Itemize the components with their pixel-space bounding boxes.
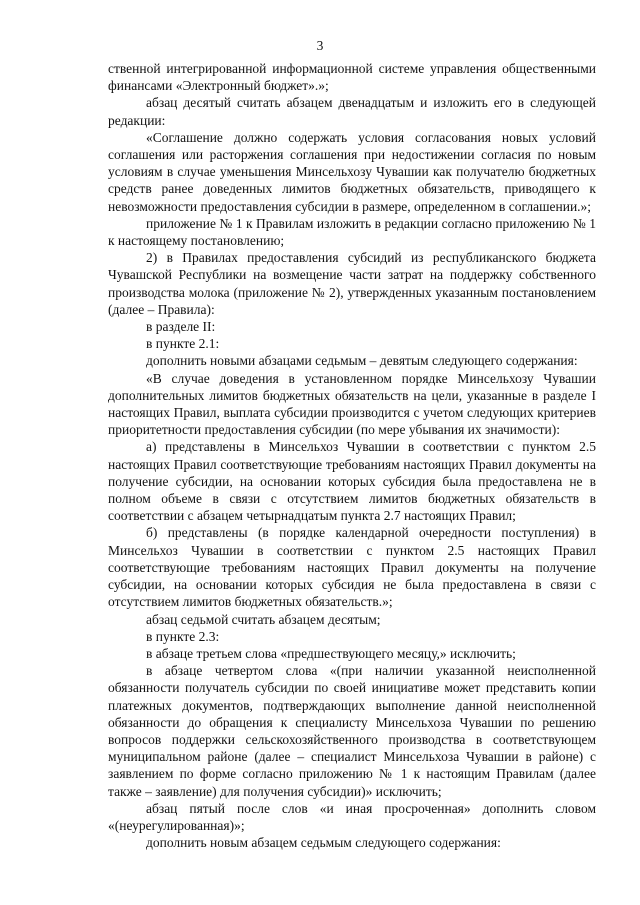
paragraph: в абзаце четвертом слова «(при наличии указанной неисполненной обязанности получатель субсидии по своей инициативе может представить копии платежных документов, подтверждающих выполнение данной неисполненной обязанности до обращения к специалисту Минсельхоза Чувашии по решению вопросов поддержки сельскохозяйственного производства в соответствующем муниципальном районе (далее – специалист Минсельхоза Чувашии в районе) с заявлением по форме согласно приложению № 1 к настоящим Правилам (далее также – заявление) для получения субсидии)» исключить; — [108, 663, 596, 799]
paragraph: б) представлены (в порядке календарной очередности поступления) в Минсельхоз Чувашии в соответствии с пунктом 2.5 настоящих Правил соответствующие требованиям настоящих Правил документы на получение субсидии, на основании которых субсидия не была предоставлена в связи с отсутствием лимитов бюджетных обязательств.»; — [108, 525, 596, 610]
paragraph: абзац пятый после слов «и иная просроченная» дополнить словом «(неурегулированная)»; — [108, 800, 596, 833]
paragraph: в разделе II: — [146, 319, 216, 335]
paragraph: абзац седьмой считать абзацем десятым; — [146, 611, 381, 627]
document-body — [108, 60, 596, 851]
paragraph: в пункте 2.1: — [146, 336, 220, 352]
paragraph: «В случае доведения в установленном порядке Минсельхозу Чувашии дополнительных лимитов бюджетных обязательств на цели, указанные в разделе I настоящих Правил, выплата субсидии производится с учетом следующих критериев приоритетности предоставления субсидии (по мере убывания их значимости): — [108, 370, 596, 438]
page-number: 3 — [316, 38, 324, 53]
paragraph: дополнить новым абзацем седьмым следующего содержания: — [146, 835, 501, 851]
paragraph: приложение № 1 к Правилам изложить в редакции согласно приложению № 1 к настоящему постановлению; — [108, 215, 596, 249]
paragraph: ственной интегрированной информационной системе управления общественными финансами «Электронный бюджет».»; — [108, 61, 596, 94]
paragraph: 2) в Правилах предоставления субсидий из республиканского бюджета Чувашской Республики на возмещение части затрат на поддержку собственного производства молока (приложение № 2), утвержденных указанным постановлением (далее – Правила): — [108, 250, 596, 317]
paragraph: дополнить новыми абзацами седьмым – девятым следующего содержания: — [146, 353, 578, 369]
paragraph: «Соглашение должно содержать условия согласования новых условий соглашения или расторжения соглашения при недостижении согласия по новым условиям в случае уменьшения Минсельхозу Чувашии как получателю бюджетных средств ранее доведенных лимитов бюджетных обязательств, приводящего к невозможности предоставления субсидии в размере, определенном в соглашении.»; — [108, 129, 596, 214]
paragraph: абзац десятый считать абзацем двенадцатым и изложить его в следующей редакции: — [108, 95, 596, 128]
paragraph: в абзаце третьем слова «предшествующего месяцу,» исключить; — [146, 645, 516, 661]
paragraph: а) представлены в Минсельхоз Чувашии в соответствии с пунктом 2.5 настоящих Правил соответствующие требованиям настоящих Правил документы на получение субсидии, на основании которых субсидия была предоставлена не в полном объеме в связи с отсутствием лимитов бюджетных обязательств в соответствии с абзацем четырнадцатым пункта 2.7 настоящих Правил; — [108, 439, 596, 524]
paragraph: в пункте 2.3: — [146, 628, 220, 644]
